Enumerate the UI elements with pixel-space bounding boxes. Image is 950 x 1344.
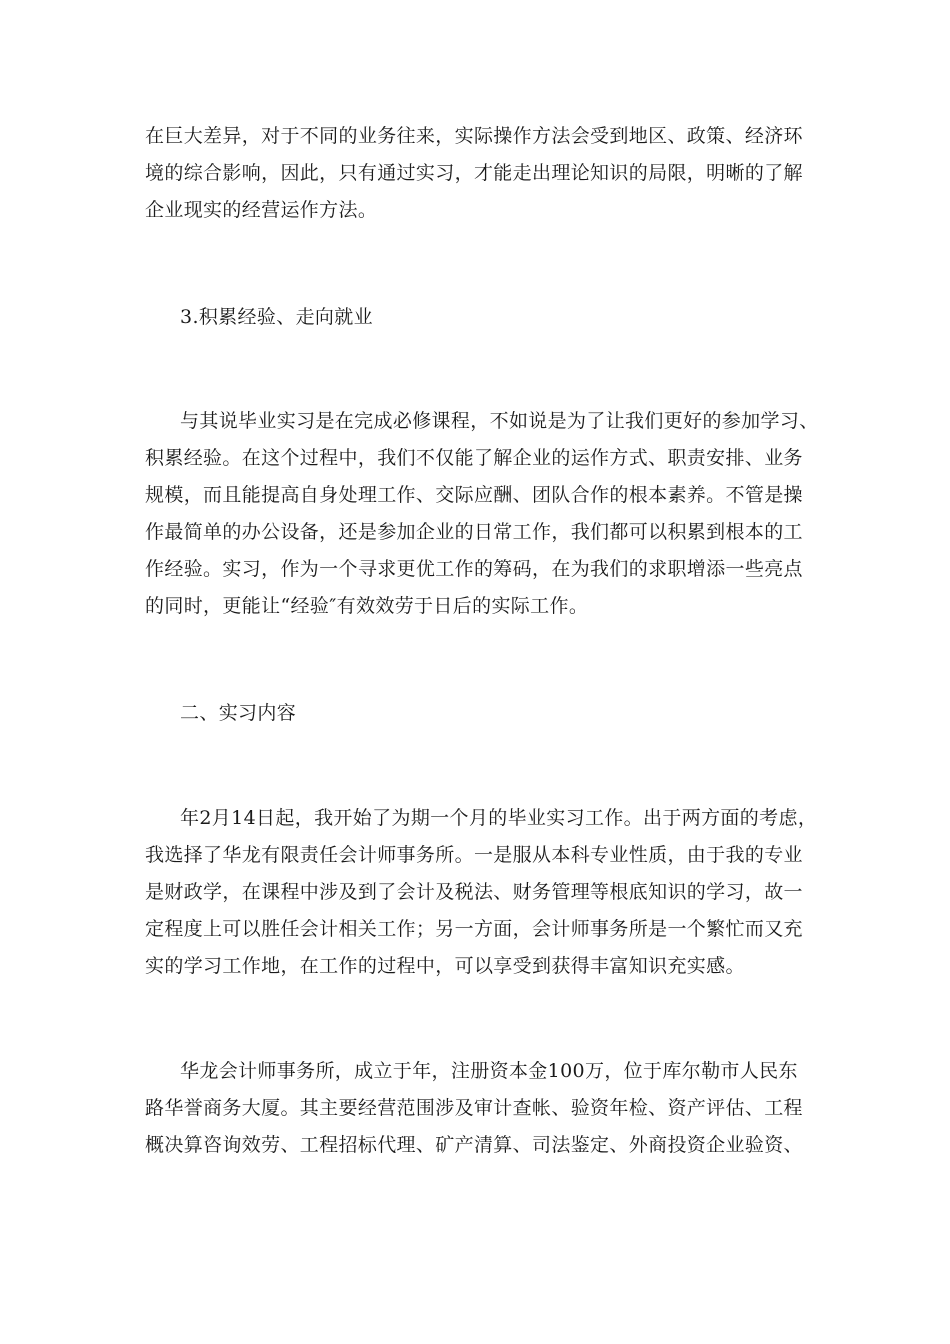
paragraph-line: 的同时，更能让“经验″有效效劳于日后的实际工作。 — [145, 595, 589, 617]
section-heading: 二、实习内容 — [180, 702, 297, 724]
paragraph-line: 华龙会计师事务所，成立于年，注册资本金100万，位于库尔勒市人民东 — [180, 1060, 798, 1082]
paragraph-line: 我选择了华龙有限责任会计师事务所。一是服从本科专业性质，由于我的专业 — [145, 844, 803, 866]
section-heading: 3.积累经验、走向就业 — [180, 306, 373, 328]
paragraph-line: 路华誉商务大厦。其主要经营范围涉及审计查帐、验资年检、资产评估、工程 — [145, 1097, 803, 1119]
paragraph-line: 与其说毕业实习是在完成必修课程，不如说是为了让我们更好的参加学习、 — [180, 410, 819, 432]
paragraph-line: 境的综合影响，因此，只有通过实习，才能走出理论知识的局限，明晰的了解 — [145, 162, 803, 184]
paragraph-line: 企业现实的经营运作方法。 — [145, 199, 378, 221]
paragraph-line: 在巨大差异，对于不同的业务往来，实际操作方法会受到地区、政策、经济环 — [145, 125, 803, 147]
paragraph-line: 是财政学，在课程中涉及到了会计及税法、财务管理等根底知识的学习，故一 — [145, 881, 803, 903]
paragraph-line: 积累经验。在这个过程中，我们不仅能了解企业的运作方式、职责安排、业务 — [145, 447, 803, 469]
paragraph-line: 年2月14日起，我开始了为期一个月的毕业实习工作。出于两方面的考虑， — [180, 807, 818, 829]
paragraph-line: 规模，而且能提高自身处理工作、交际应酬、团队合作的根本素养。不管是操 — [145, 484, 803, 506]
paragraph-line: 作最简单的办公设备，还是参加企业的日常工作，我们都可以积累到根本的工 — [145, 521, 803, 543]
paragraph-line: 定程度上可以胜任会计相关工作；另一方面，会计师事务所是一个繁忙而又充 — [145, 918, 803, 940]
paragraph-line: 作经验。实习，作为一个寻求更优工作的筹码，在为我们的求职增添一些亮点 — [145, 558, 803, 580]
paragraph-line: 实的学习工作地，在工作的过程中，可以享受到获得丰富知识充实感。 — [145, 955, 745, 977]
paragraph-line: 概决算咨询效劳、工程招标代理、矿产清算、司法鉴定、外商投资企业验资、 — [145, 1134, 803, 1156]
